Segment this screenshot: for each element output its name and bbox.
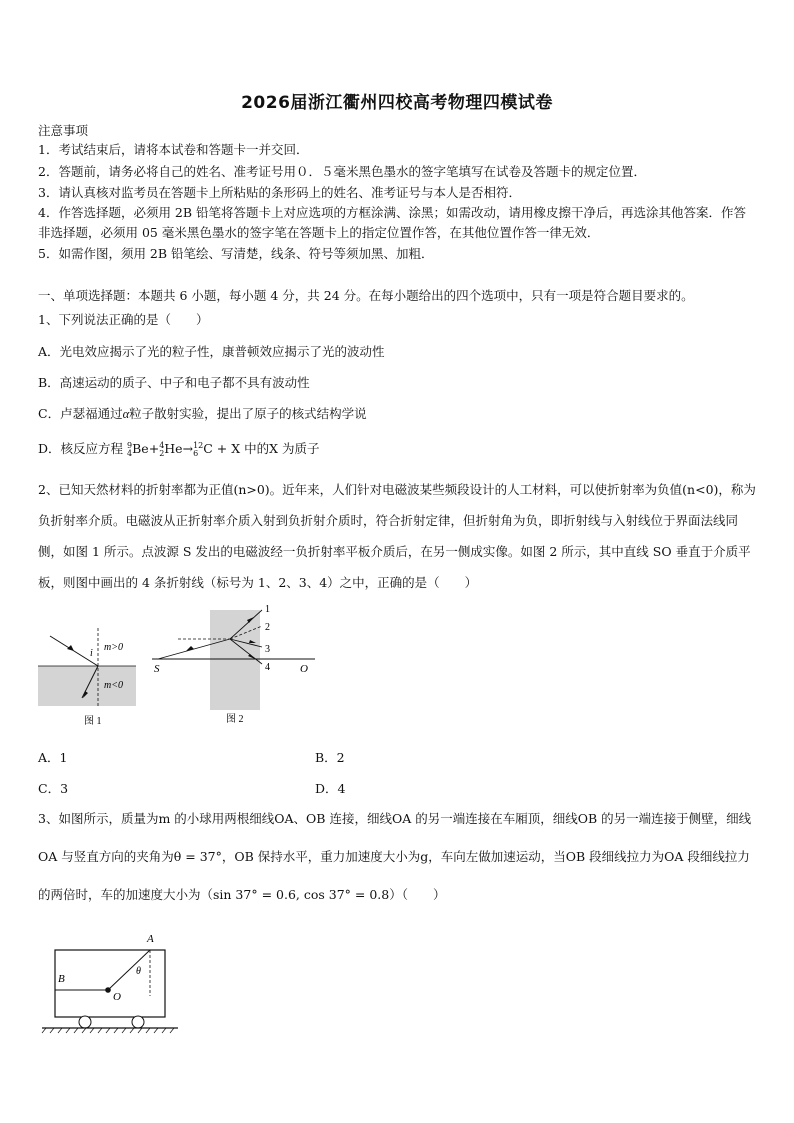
ray-1-label: 1 <box>265 604 270 615</box>
figure-3-cart <box>40 928 180 1038</box>
c-symbol: C + X <box>203 441 241 456</box>
q2-option-a: A．1 <box>38 750 68 765</box>
point-a-label: A <box>147 933 154 945</box>
notice-item-5: 5．如需作图，须用 2B 铅笔绘、写清楚，线条、符号等须加黑、加粗． <box>38 246 434 261</box>
figure-1 <box>38 618 138 733</box>
notice-item-4: 4．作答选择题，必须用 2B 铅笔将答题卡上对应选项的方框涂满、涂黑；如需改动，请用橡皮擦干净后，再选涂其他答案．作答非选择题，必须用 05 毫米黑色墨水的签字笔在答题卡上的指定位置作答，在其他位置作答一律无效． <box>38 205 747 240</box>
ray-2-label: 2 <box>265 622 270 633</box>
q2-option-d: D．4 <box>315 781 346 796</box>
c-nuclide-numbers <box>193 442 203 458</box>
notice-item-2: 2．答题前，请务必将自己的姓名、准考证号用０．５毫米黑色墨水的签字笔填写在试卷及答题卡的规定位置． <box>38 164 646 179</box>
ball <box>105 987 111 993</box>
figure-2-caption: 图 2 <box>226 714 244 725</box>
point-b-label: B <box>58 973 65 985</box>
notice-heading: 注意事项 <box>38 123 89 138</box>
be-mass-number: 9 <box>127 440 133 450</box>
q1-option-d-pre: D．核反应方程 <box>38 441 124 456</box>
ground-hatching <box>42 1028 174 1033</box>
q1-option-c-post: 粒子散射实验，提出了原子的核式结构学说 <box>129 406 367 421</box>
he-mass-number: 4 <box>159 440 165 450</box>
be-symbol: Be <box>132 441 149 456</box>
section-heading: 一、单项选择题：本题共 6 小题，每小题 4 分，共 24 分。在每小题给出的四个选项中，只有一项是符合题目要求的。 <box>38 288 694 303</box>
wheel-right <box>132 1016 144 1028</box>
figure-2 <box>150 602 320 730</box>
incident-arrow <box>67 645 74 651</box>
carriage-box <box>55 950 165 1017</box>
page-title: 2026届浙江衢州四校高考物理四模试卷 <box>241 93 553 113</box>
be-nuclide-numbers <box>127 442 132 458</box>
q2-option-c: C．3 <box>38 781 69 796</box>
figure-1-caption: 图 1 <box>84 716 102 727</box>
q1-stem: 1、下列说法正确的是（ ） <box>38 312 209 327</box>
q1-option-c <box>38 404 367 424</box>
alpha-symbol: α <box>122 407 130 421</box>
c-mass-number: 12 <box>193 440 204 450</box>
ray-4-label: 4 <box>265 662 270 673</box>
q2-stem: 2、已知天然材料的折射率都为正值(n>0)。近年来，人们针对电磁波某些频段设计的人工材料，可以使折射率为负值(n<0)，称为负折射率介质。电磁波从正折射率介质入射到负折射介质时，符合折射定律，但折射角为负，即折射线与入射线位于界面法线同侧，如图 1 所示。点波源 S 发出的电磁波经一负折射率平板介质后，在另一侧成实像。如图 2 所示，其中直线 SO 垂直于介质平板，则图中画出的 4 条折射线（标号为 1、2、3、4）之中，正确的是（ ） <box>38 482 756 590</box>
slab-medium <box>210 610 260 710</box>
notice-item-3: 3．请认真核对监考员在答题卡上所粘贴的条形码上的姓名、准考证号与本人是否相符． <box>38 185 521 200</box>
notice-item-1: 1．考试结束后，请将本试卷和答题卡一并交回． <box>38 142 309 157</box>
point-o-label: O <box>300 663 308 675</box>
q1-option-c-pre: C．卢瑟福通过 <box>38 406 123 421</box>
q1-option-b: B．高速运动的质子、中子和电子都不具有波动性 <box>38 375 310 390</box>
q2-option-b: B．2 <box>315 750 345 765</box>
plus-sign: + <box>148 441 160 456</box>
q3-stem: 3、如图所示，质量为m 的小球用两根细线OA、OB 连接，细线OA 的另一端连接在车厢顶，细线OB 的另一端连接于侧壁，细线OA 与竖直方向的夹角为θ = 37°，OB 保持水平，重力加速度大小为g，车向左做加速运动，当OB 段细线拉力为OA 段细线拉力的两倍时，车的加速度大小为（sin 37° = 0.6, cos 37° = 0.8）（ ） <box>38 811 752 902</box>
string-oa <box>108 950 150 990</box>
q1-option-d-post: 中的X 为质子 <box>244 441 320 456</box>
reaction-arrow: → <box>182 441 194 456</box>
source-s-label: S <box>154 663 160 675</box>
be-atomic-number: 4 <box>127 448 133 458</box>
q1-option-d <box>38 437 320 461</box>
wheel-left <box>79 1016 91 1028</box>
angle-i-label: i <box>90 648 93 659</box>
c-atomic-number: 6 <box>193 448 199 458</box>
m-negative-label: m<0 <box>104 680 123 691</box>
theta-label: θ <box>136 966 141 977</box>
q1-option-a: A．光电效应揭示了光的粒子性，康普顿效应揭示了光的波动性 <box>38 344 385 359</box>
he-atomic-number: 2 <box>159 448 165 458</box>
he-symbol: He <box>164 441 183 456</box>
m-positive-label: m>0 <box>104 642 123 653</box>
ray-3-label: 3 <box>265 644 270 655</box>
he-nuclide-numbers <box>159 442 164 458</box>
point-o-label: O <box>113 991 121 1003</box>
